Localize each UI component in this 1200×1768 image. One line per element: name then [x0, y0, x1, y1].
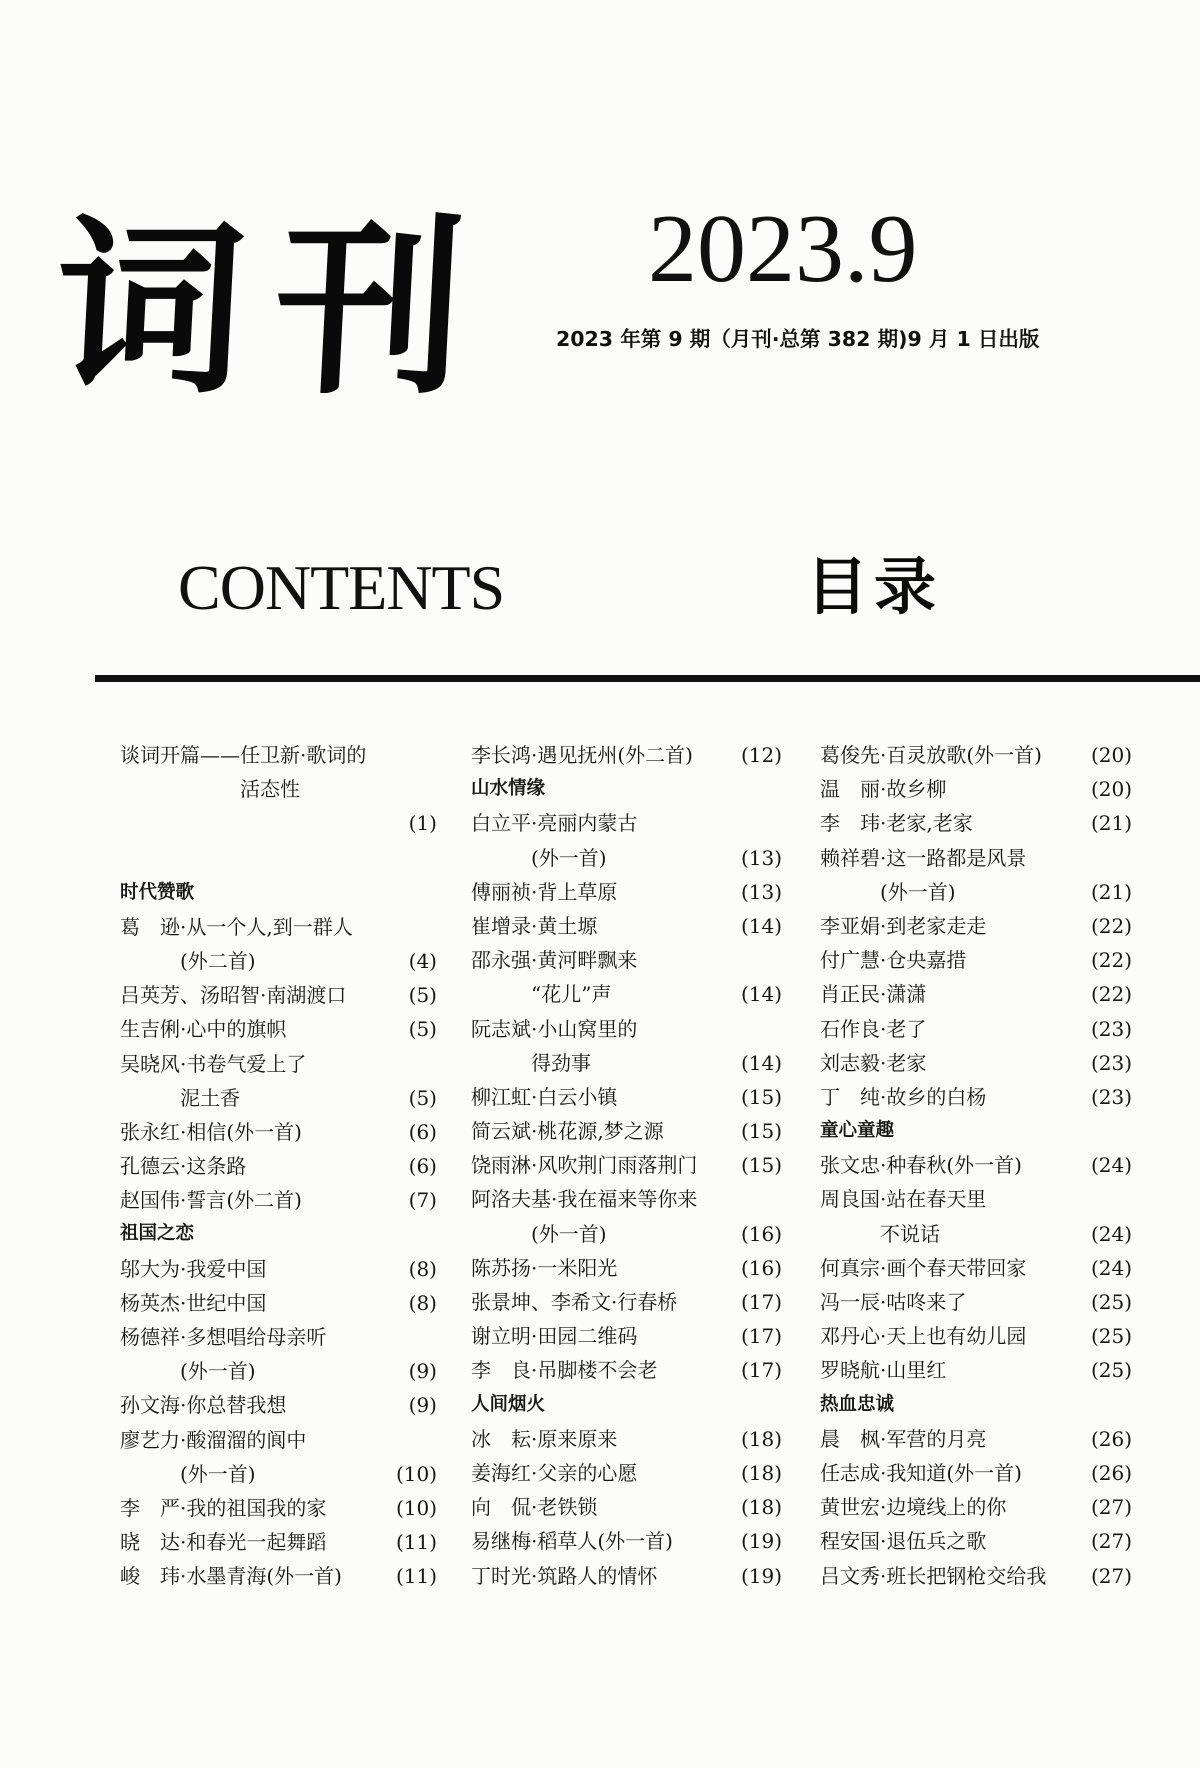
toc-entry	[471, 1251, 782, 1285]
entry-page-number: (27)	[1090, 1495, 1132, 1520]
entry-title: 温 丽·故乡柳	[820, 777, 947, 802]
toc-entry	[120, 944, 437, 978]
entry-title: 孔德云·这条路	[120, 1154, 247, 1179]
toc-entry	[120, 1491, 437, 1525]
toc-entry	[471, 841, 782, 875]
toc-entry	[120, 806, 437, 840]
entry-title: 简云斌·桃花源,梦之源	[471, 1119, 664, 1144]
entry-page-number: (11)	[395, 1564, 437, 1589]
toc-entry	[471, 1456, 782, 1490]
toc-entry	[471, 1353, 782, 1387]
toc-entry	[120, 1354, 437, 1388]
toc-entry	[820, 1490, 1132, 1524]
entry-page-number: (14)	[740, 1050, 782, 1075]
toc-entry	[820, 1251, 1132, 1285]
entry-page-number: (10)	[395, 1495, 437, 1520]
toc-entry	[471, 1524, 782, 1558]
entry-page-number: (25)	[1090, 1290, 1132, 1314]
entry-title: 阮志斌·小山窝里的	[471, 1016, 638, 1041]
toc-entry	[120, 1081, 437, 1115]
entry-title: 不说话	[820, 1221, 940, 1246]
entry-title: 黄世宏·边境线上的你	[820, 1495, 1007, 1520]
toc-entry	[120, 1559, 437, 1593]
section-title: 山水情缘	[471, 778, 546, 800]
entry-page-number: (14)	[740, 913, 782, 938]
entry-page-number: (14)	[740, 982, 782, 1007]
toc-entry	[120, 910, 437, 944]
entry-title: 孙文海·你总替我想	[120, 1393, 287, 1418]
toc-entry	[120, 1047, 437, 1081]
entry-title: (外一首)	[820, 879, 956, 904]
toc-entry	[120, 1149, 437, 1183]
entry-title: (外一首)	[120, 1359, 256, 1384]
entry-page-number: (16)	[740, 1255, 782, 1280]
entry-title: 张景坤、李希文·行春桥	[471, 1290, 678, 1314]
toc-entry	[120, 841, 437, 876]
entry-title: 李 良·吊脚楼不会老	[471, 1358, 658, 1383]
entry-page-number: (20)	[1090, 777, 1132, 802]
entry-title: 李长鸿·遇见抚州(外二首)	[471, 743, 693, 767]
toc-entry	[471, 1012, 782, 1046]
entry-title: 何真宗·画个春天带回家	[820, 1255, 1027, 1280]
entry-title: 李 玮·老家,老家	[820, 811, 973, 836]
entry-page-number: (5)	[408, 1085, 437, 1110]
toc-entry	[820, 977, 1132, 1011]
toc-entry	[820, 772, 1132, 806]
entry-page-number: (17)	[740, 1290, 782, 1314]
toc-entry	[820, 909, 1132, 943]
entry-title: 白立平·亮丽内蒙古	[471, 811, 638, 836]
entry-title: 赖祥碧·这一路都是风景	[820, 845, 1027, 870]
entry-page-number: (8)	[408, 1290, 437, 1315]
entry-page-number: (17)	[740, 1324, 782, 1349]
entry-title: 丁 纯·故乡的白杨	[820, 1084, 987, 1109]
toc-entry	[820, 1353, 1132, 1387]
toc-entry	[820, 841, 1132, 875]
toc-entry	[471, 806, 782, 840]
entry-title: (外二首)	[120, 948, 256, 973]
entry-title: 张永红·相信(外一首)	[120, 1119, 302, 1144]
toc-entry	[471, 1148, 782, 1182]
toc-entry	[820, 1456, 1132, 1490]
entry-page-number: (11)	[395, 1530, 437, 1555]
entry-page-number: (24)	[1090, 1221, 1132, 1246]
entry-title: 泥土香	[120, 1085, 240, 1110]
toc-column-1	[120, 738, 437, 1594]
toc-entry	[820, 1217, 1132, 1251]
toc-entry	[120, 1423, 437, 1457]
entry-title: 李 严·我的祖国我的家	[120, 1495, 327, 1520]
toc-entry	[820, 1422, 1132, 1456]
entry-page-number: (20)	[1090, 743, 1132, 767]
entry-title: 丁时光·筑路人的情怀	[471, 1563, 658, 1588]
entry-title: 吕文秀·班长把钢枪交给我	[820, 1563, 1047, 1588]
toc-entry	[471, 943, 782, 977]
entry-page-number: (7)	[408, 1188, 437, 1213]
entry-title: 柳江虹·白云小镇	[471, 1084, 618, 1109]
entry-title: 杨德祥·多想唱给母亲听	[120, 1325, 327, 1349]
toc-entry	[820, 943, 1132, 977]
toc-column-3	[820, 738, 1132, 1593]
issue-number: 2023.9	[648, 195, 918, 303]
entry-page-number: (9)	[408, 1359, 437, 1384]
entry-title: 杨英杰·世纪中国	[120, 1290, 267, 1315]
toc-entry	[820, 1559, 1132, 1593]
entry-title: 向 侃·老铁锁	[471, 1495, 598, 1520]
section-title: 童心童趣	[820, 1120, 895, 1142]
toc-entry	[120, 1115, 437, 1149]
entry-title: 饶雨淋·风吹荆门雨落荆门	[471, 1153, 698, 1178]
entry-page-number: (23)	[1090, 1016, 1132, 1041]
toc-entry	[820, 1046, 1132, 1080]
toc-entry	[471, 1422, 782, 1456]
toc-entry	[120, 1388, 437, 1422]
entry-title: (外一首)	[471, 845, 607, 870]
entry-page-number: (5)	[408, 983, 437, 1008]
entry-page-number: (1)	[408, 811, 437, 836]
entry-title: 冯一辰·咕咚来了	[820, 1290, 967, 1314]
entry-page-number: (16)	[740, 1221, 782, 1246]
entry-title: 张文忠·种春秋(外一首)	[820, 1153, 1022, 1178]
entry-page-number: (27)	[1090, 1529, 1132, 1554]
entry-page-number: (10)	[395, 1461, 437, 1486]
entry-page-number: (21)	[1090, 879, 1132, 904]
entry-title: 刘志毅·老家	[820, 1050, 927, 1075]
entry-page-number: (22)	[1090, 948, 1132, 973]
contents-heading-zh: 目录	[806, 550, 943, 623]
entry-page-number: (27)	[1090, 1563, 1132, 1588]
entry-page-number: (18)	[740, 1495, 782, 1520]
toc-entry	[120, 978, 437, 1012]
entry-title: 邵永强·黄河畔飘来	[471, 948, 638, 973]
entry-page-number: (24)	[1090, 1153, 1132, 1178]
entry-title: 峻 玮·水墨青海(外一首)	[120, 1564, 342, 1589]
entry-page-number: (15)	[740, 1084, 782, 1109]
toc-entry	[120, 1012, 437, 1046]
entry-page-number: (24)	[1090, 1255, 1132, 1280]
entry-page-number: (26)	[1090, 1460, 1132, 1485]
entry-page-number: (13)	[740, 845, 782, 870]
entry-page-number: (4)	[408, 948, 437, 973]
entry-title: 得劲事	[471, 1050, 591, 1075]
entry-page-number: (25)	[1090, 1358, 1132, 1383]
toc-entry	[120, 1457, 437, 1491]
toc-entry	[471, 875, 782, 909]
entry-title: 阿洛夫基·我在福来等你来	[471, 1187, 698, 1212]
toc-entry	[471, 1046, 782, 1080]
entry-title: 邬大为·我爱中国	[120, 1256, 267, 1281]
toc-entry	[471, 1182, 782, 1216]
entry-page-number: (15)	[740, 1119, 782, 1144]
entry-title: 吴晓风·书卷气爱上了	[120, 1051, 307, 1076]
entry-title: 易继梅·稻草人(外一首)	[471, 1529, 673, 1554]
toc-entry	[820, 1524, 1132, 1558]
entry-title: 邓丹心·天上也有幼儿园	[820, 1324, 1027, 1349]
entry-title: “花儿”声	[471, 982, 612, 1007]
toc-entry	[120, 738, 437, 772]
section-heading	[820, 1388, 1132, 1422]
toc-entry	[820, 806, 1132, 840]
entry-title: 崔增录·黄土塬	[471, 913, 598, 938]
entry-page-number: (18)	[740, 1460, 782, 1485]
entry-title: 李亚娟·到老家走走	[820, 913, 987, 938]
entry-page-number: (12)	[740, 743, 782, 767]
toc-entry	[820, 1080, 1132, 1114]
toc-entry	[471, 1114, 782, 1148]
entry-title: 活态性	[120, 777, 300, 802]
entry-title: 陈苏扬·一米阳光	[471, 1255, 618, 1280]
entry-title: 程安国·退伍兵之歌	[820, 1529, 987, 1554]
entry-title: 生吉俐·心中的旗帜	[120, 1017, 287, 1042]
toc-entry	[471, 1319, 782, 1353]
toc-entry	[820, 1148, 1132, 1182]
entry-title: 付广慧·仓央嘉措	[820, 948, 967, 973]
entry-page-number: (19)	[740, 1529, 782, 1554]
toc-entry	[471, 1080, 782, 1114]
toc-entry	[820, 738, 1132, 772]
toc-entry	[471, 1285, 782, 1319]
toc-entry	[820, 875, 1132, 909]
entry-page-number: (18)	[740, 1426, 782, 1451]
entry-page-number: (13)	[740, 879, 782, 904]
entry-page-number: (6)	[408, 1154, 437, 1179]
entry-page-number: (19)	[740, 1563, 782, 1588]
entry-page-number: (8)	[408, 1256, 437, 1281]
toc-entry	[471, 909, 782, 943]
entry-title: 晓 达·和春光一起舞蹈	[120, 1530, 327, 1555]
entry-title: 廖艺力·酸溜溜的阆中	[120, 1427, 307, 1452]
toc-entry	[120, 1183, 437, 1217]
toc-entry	[120, 772, 437, 806]
section-heading	[471, 772, 782, 806]
contents-heading-en: CONTENTS	[178, 552, 505, 623]
entry-title: 罗晓航·山里红	[820, 1358, 947, 1383]
entry-title: 葛俊先·百灵放歌(外一首)	[820, 743, 1042, 767]
entry-title: 傅丽祯·背上草原	[471, 879, 618, 904]
toc-entry	[120, 1286, 437, 1320]
entry-title: 任志成·我知道(外一首)	[820, 1460, 1022, 1485]
section-title: 祖国之恋	[120, 1223, 195, 1245]
entry-page-number: (17)	[740, 1358, 782, 1383]
entry-title: 葛 逊·从一个人,到一群人	[120, 914, 353, 939]
entry-page-number: (5)	[408, 1017, 437, 1042]
entry-page-number: (21)	[1090, 811, 1132, 836]
entry-page-number: (9)	[408, 1393, 437, 1418]
toc-entry	[820, 1319, 1132, 1353]
entry-page-number: (15)	[740, 1153, 782, 1178]
entry-title: 晨 枫·军营的月亮	[820, 1426, 987, 1451]
entry-title: 冰 耘·原来原来	[471, 1426, 618, 1451]
entry-page-number: (26)	[1090, 1426, 1132, 1451]
entry-title: 姜海红·父亲的心愿	[471, 1460, 638, 1485]
section-heading	[471, 1388, 782, 1422]
entry-page-number: (6)	[408, 1119, 437, 1144]
masthead-title: 词刊	[49, 199, 501, 420]
toc-entry	[471, 1490, 782, 1524]
entry-page-number: (23)	[1090, 1084, 1132, 1109]
section-heading	[120, 876, 437, 910]
entry-title: 谢立明·田园二维码	[471, 1324, 638, 1349]
section-title: 人间烟火	[471, 1393, 546, 1415]
section-heading	[120, 1217, 437, 1251]
issue-meta: 2023 年第 9 期（月刊·总第 382 期)9 月 1 日出版	[556, 327, 1040, 351]
toc-entry	[471, 977, 782, 1011]
section-title: 时代赞歌	[120, 881, 195, 903]
entry-page-number: (23)	[1090, 1050, 1132, 1075]
entry-title: 谈词开篇——任卫新·歌词的	[120, 743, 367, 767]
toc-entry	[471, 738, 782, 772]
entry-title: 赵国伟·誓言(外二首)	[120, 1188, 302, 1213]
entry-title: 肖正民·潇潇	[820, 982, 927, 1007]
toc-entry	[471, 1217, 782, 1251]
entry-title: (外一首)	[120, 1461, 256, 1486]
entry-page-number: (22)	[1090, 913, 1132, 938]
toc-entry	[120, 1252, 437, 1286]
toc-entry	[471, 1559, 782, 1593]
entry-page-number: (25)	[1090, 1324, 1132, 1349]
entry-page-number: (22)	[1090, 982, 1132, 1007]
header-rule	[95, 675, 1200, 682]
toc-entry	[820, 1182, 1132, 1216]
entry-title: 吕英芳、汤昭智·南湖渡口	[120, 983, 347, 1008]
entry-title: 石作良·老了	[820, 1016, 927, 1041]
toc-entry	[120, 1320, 437, 1354]
section-title: 热血忠诚	[820, 1393, 895, 1415]
toc-column-2	[471, 738, 782, 1593]
toc-entry	[120, 1525, 437, 1559]
toc-entry	[820, 1012, 1132, 1046]
toc-entry	[820, 1285, 1132, 1319]
section-heading	[820, 1114, 1132, 1148]
entry-title: (外一首)	[471, 1221, 607, 1246]
entry-title: 周良国·站在春天里	[820, 1187, 987, 1212]
